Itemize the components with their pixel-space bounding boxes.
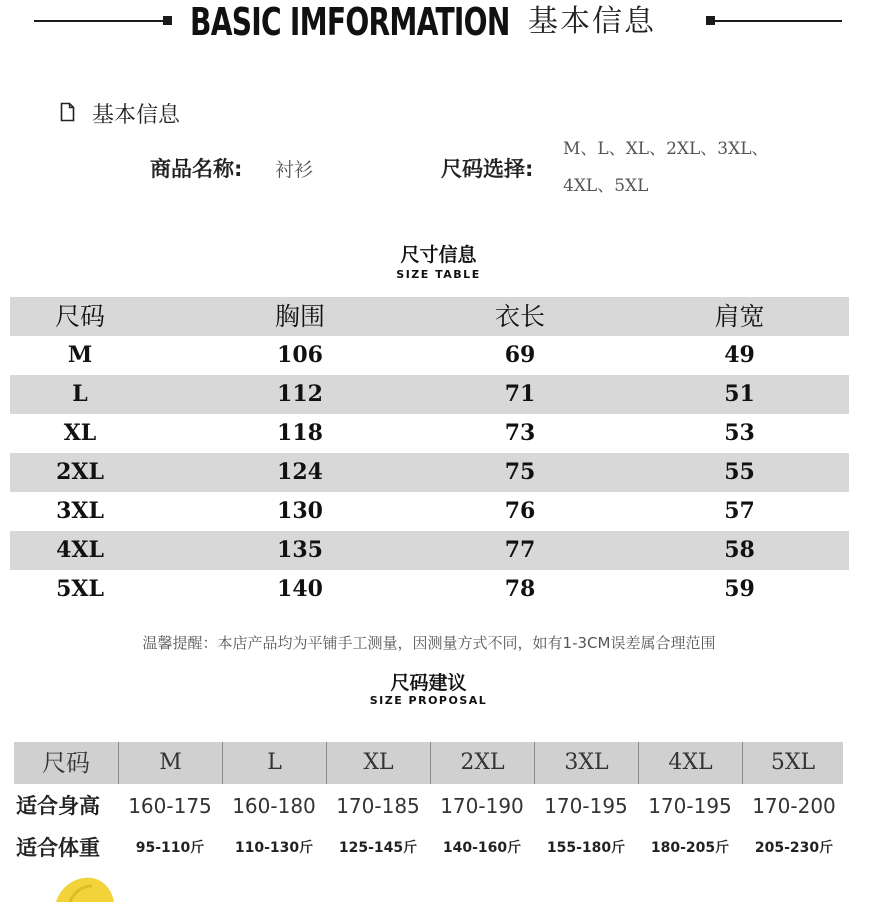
height-label: 适合身高 <box>16 793 100 818</box>
measurement-note: 温馨提醒：本店产品均为平铺手工测量，因测量方式不同，如有1-3CM误差属合理范围 <box>142 634 716 652</box>
size-table <box>10 297 849 609</box>
proposal-header-size: 4XL <box>638 742 742 784</box>
height-value: 170-200 <box>752 794 836 818</box>
proposal-header-size: 2XL <box>430 742 534 784</box>
proposal-header-size: M <box>118 742 222 784</box>
length-cell: 78 <box>504 576 536 602</box>
header-square-left <box>163 16 172 25</box>
size-select-line1: M、L、XL、2XL、3XL、 <box>563 139 769 159</box>
chest-cell: 106 <box>277 342 323 368</box>
weight-value: 95-110斤 <box>135 840 205 856</box>
table-row <box>10 453 849 492</box>
header-title-en: BASIC IMFORMATION <box>190 0 510 44</box>
size-proposal-title-en: SIZE PROPOSAL <box>369 694 488 707</box>
size-table-header-length: 衣长 <box>494 302 545 331</box>
weight-value: 180-205斤 <box>650 840 730 856</box>
proposal-header-row <box>14 742 843 784</box>
weight-value: 140-160斤 <box>442 840 522 856</box>
height-value: 160-180 <box>232 794 316 818</box>
length-cell: 71 <box>504 381 536 407</box>
table-row <box>10 570 849 609</box>
length-cell: 69 <box>504 342 536 368</box>
proposal-header-size: 5XL <box>742 742 843 784</box>
chest-cell: 140 <box>277 576 323 602</box>
size-cell: L <box>72 381 88 407</box>
document-icon <box>60 102 75 122</box>
size-select-line2: 4XL、5XL <box>563 176 649 196</box>
header-line-right <box>714 20 842 22</box>
shoulder-cell: 49 <box>724 342 755 368</box>
weight-value: 110-130斤 <box>234 840 314 856</box>
proposal-header-size: L <box>222 742 326 784</box>
size-cell: XL <box>63 420 97 446</box>
shoulder-cell: 51 <box>724 381 755 407</box>
shoulder-cell: 58 <box>724 537 755 563</box>
chest-cell: 124 <box>277 459 323 485</box>
size-table-title-en: SIZE TABLE <box>396 268 481 281</box>
chest-cell: 118 <box>277 420 323 446</box>
size-select-label: 尺码选择: <box>441 157 534 181</box>
header-line-left <box>34 20 164 22</box>
size-table-title-cn: 尺寸信息 <box>400 244 477 266</box>
height-value: 170-190 <box>440 794 524 818</box>
length-cell: 73 <box>504 420 536 446</box>
size-cell: 3XL <box>56 498 104 524</box>
height-value: 160-175 <box>128 794 212 818</box>
size-cell: 2XL <box>56 459 104 485</box>
size-table-header-shoulder: 肩宽 <box>714 302 765 331</box>
size-table-header-chest: 胸围 <box>274 302 325 331</box>
proposal-header-label: 尺码 <box>42 749 90 777</box>
basic-info-title: 基本信息 <box>92 103 181 128</box>
garment-image-fragment <box>52 872 118 902</box>
height-value: 170-185 <box>336 794 420 818</box>
size-proposal-title-cn: 尺码建议 <box>390 672 467 694</box>
shoulder-cell: 57 <box>724 498 755 524</box>
weight-value: 125-145斤 <box>338 840 418 856</box>
product-name-label: 商品名称: <box>150 157 243 181</box>
length-cell: 77 <box>504 537 536 563</box>
chest-cell: 130 <box>277 498 323 524</box>
table-row <box>10 414 849 453</box>
product-name-value: 衬衫 <box>275 159 314 181</box>
header-title-cn: 基本信息 <box>528 4 656 39</box>
height-value: 170-195 <box>648 794 732 818</box>
table-row <box>10 375 849 414</box>
table-row <box>10 531 849 570</box>
weight-label: 适合体重 <box>16 835 100 860</box>
chest-cell: 135 <box>277 537 323 563</box>
shoulder-cell: 53 <box>724 420 755 446</box>
size-table-header-row <box>10 297 849 336</box>
table-row <box>10 492 849 531</box>
proposal-weight-row <box>14 828 843 868</box>
size-cell: 5XL <box>56 576 104 602</box>
proposal-height-row <box>14 786 843 826</box>
size-cell: M <box>67 342 93 368</box>
proposal-header-size: XL <box>326 742 430 784</box>
height-value: 170-195 <box>544 794 628 818</box>
weight-value: 205-230斤 <box>754 840 834 856</box>
size-table-header-size: 尺码 <box>54 302 105 331</box>
size-cell: 4XL <box>56 537 104 563</box>
shoulder-cell: 59 <box>724 576 755 602</box>
table-row <box>10 336 849 375</box>
proposal-header-size: 3XL <box>534 742 638 784</box>
weight-value: 155-180斤 <box>546 840 626 856</box>
chest-cell: 112 <box>277 381 323 407</box>
length-cell: 76 <box>504 498 536 524</box>
shoulder-cell: 55 <box>724 459 755 485</box>
length-cell: 75 <box>504 459 536 485</box>
